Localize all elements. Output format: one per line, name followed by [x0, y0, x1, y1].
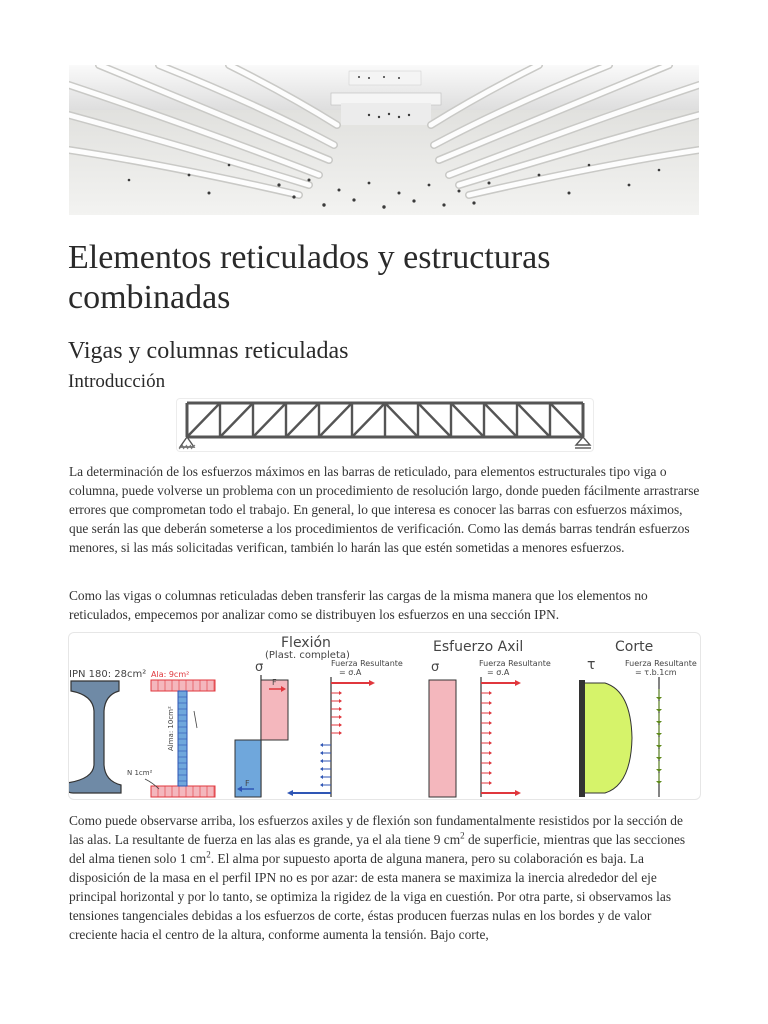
page-title: Elementos reticulados y estructuras combinadas: [68, 239, 551, 316]
subsection-heading: Introducción: [68, 371, 166, 392]
sigma-label-2: σ: [431, 660, 440, 675]
ipn-stress-diagram: [68, 632, 701, 800]
flexion-resultant-label: Fuerza Resultante: [331, 659, 403, 668]
corte-title: Corte: [615, 639, 654, 655]
corte-resultant-label: Fuerza Resultante: [625, 659, 697, 668]
paragraph-2: Como las vigas o columnas reticuladas deben transferir las cargas de la misma manera que los elementos no reticulados, empecemos por analizar como se distribuyen los esfuerzos en una sección IPN.: [69, 588, 648, 622]
sigma-label-1: σ: [255, 660, 264, 675]
flexion-subtitle: (Plast. completa): [265, 650, 350, 661]
ala-label: Ala: 9cm²: [151, 670, 190, 679]
paragraph-3: Como puede observarse arriba, los esfuerzos axiles y de flexión son fundamentalmente resistidos por la sección de las alas. La resultante de fuerza en las alas es grande, ya el ala tiene 9 $cm^2$ de superficie, mientras que las secciones del alma tienen solo 1 $cm^2$. El alma por supuesto aporta de alguna manera, pero su colaboración es baja. La disposición de la masa en el perfil IPN no es por azar: de esta manera se maximiza la inercia alrededor del eje principal horizontal y por lo tanto, se optimiza la rigidez de la viga en cuestión. Por otra parte, si observamos las tensiones tangenciales debidas a los esfuerzos de corte, éstas producen fuerzas nulas en los bordes y de valor creciente hacia el centro de la altura, conforme aumenta la tensión. Bajo corte,: [69, 813, 686, 942]
hero-image: [69, 65, 699, 215]
paragraph-1: La determinación de los esfuerzos máximos en las barras de reticulado, para elementos estructurales tipo viga o columna, puede volverse un problema con un procedimiento de resolución largo, donde pueden fácilmente arrastrarse errores que comprometan todo el trabajo. En general, lo que interesa es conocer las barras con esfuerzos máximos, que serán las que deberán someterse a los procedimientos de verificación. Como las demás barras tendrán esfuerzos menores, si las más solicitadas verifican, también lo harán las que estén sometidas a menores esfuerzos.: [69, 464, 700, 555]
flexion-title: Flexión: [281, 635, 331, 651]
ipn-profile-shape: [69, 681, 121, 793]
axil-resultant-label: Fuerza Resultante: [479, 659, 551, 668]
f-label-bot: F: [245, 779, 250, 788]
alma-label: Alma: 10cm²: [167, 706, 175, 751]
flexion-resultant-eq: = σ.A: [339, 668, 362, 677]
section-heading: Vigas y columnas reticuladas: [68, 338, 349, 364]
corte-resultant-eq: = τ.b.1cm: [635, 668, 677, 677]
tau-label: τ: [587, 657, 596, 673]
f-label-top: F: [272, 678, 277, 687]
n-label: N 1cm²: [127, 769, 153, 777]
axil-resultant-eq: = σ.A: [487, 668, 510, 677]
ipn-label: IPN 180: 28cm²: [69, 669, 147, 680]
axil-title: Esfuerzo Axil: [433, 639, 524, 655]
truss-figure: [176, 398, 594, 452]
